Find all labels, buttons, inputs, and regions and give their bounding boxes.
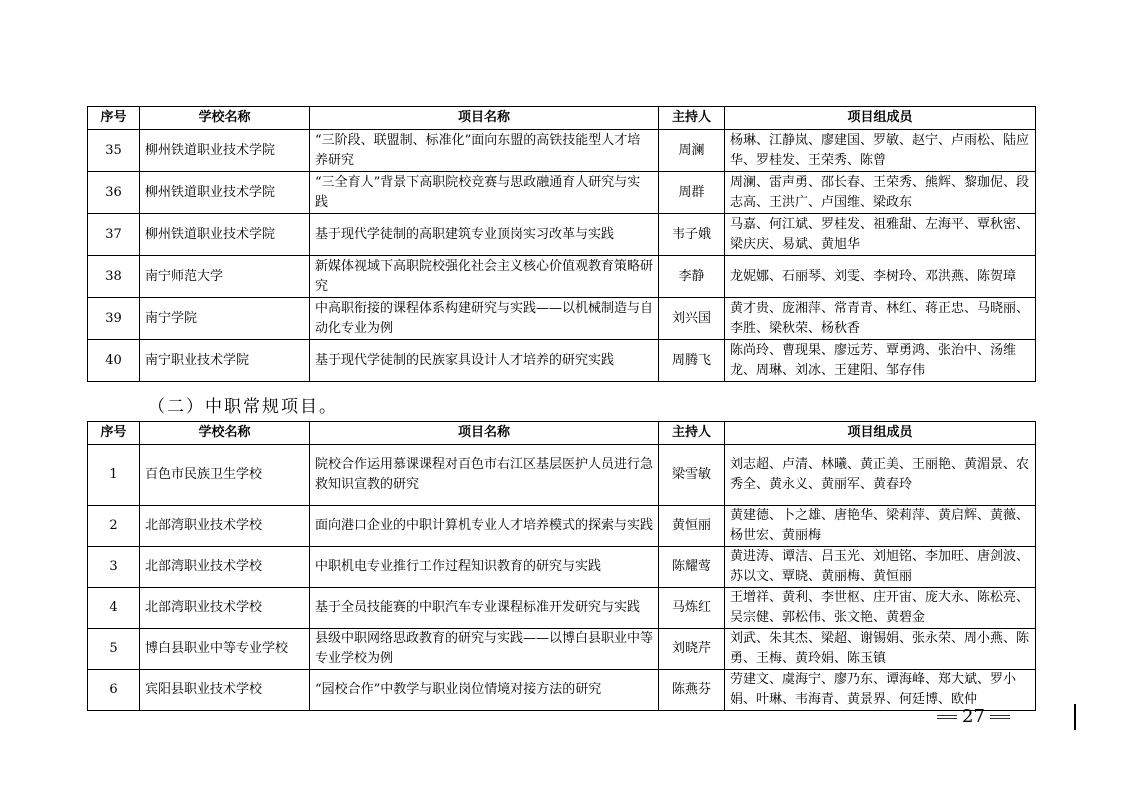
header-members: 项目组成员 — [725, 107, 1036, 130]
table-row — [88, 172, 1036, 214]
table-row — [88, 629, 1036, 670]
row-project: “三全育人”背景下高职院校竞赛与思政融通育人研究与实践 — [310, 172, 659, 214]
row-school: 百色市民族卫生学校 — [140, 445, 310, 506]
row-school: 北部湾职业技术学校 — [140, 588, 310, 629]
row-members: 龙妮娜、石丽琴、刘雯、李树玲、邓洪燕、陈贺璋 — [725, 256, 1036, 298]
row-school: 北部湾职业技术学校 — [140, 506, 310, 547]
header-members: 项目组成员 — [725, 422, 1036, 445]
row-index: 38 — [88, 256, 140, 298]
row-members: 周澜、雷声勇、邵长春、王荣秀、熊辉、黎珈伲、段志高、王洪广、卢国维、梁政东 — [725, 172, 1036, 214]
projects-table-higher-vocational — [87, 106, 1036, 382]
row-host: 周澜 — [659, 130, 725, 172]
row-members: 黄进涛、谭洁、吕玉光、刘旭铭、李加旺、唐剑波、苏以文、覃晓、黄丽梅、黄恒丽 — [725, 547, 1036, 588]
row-school: 宾阳县职业技术学校 — [140, 670, 310, 711]
row-index: 3 — [88, 547, 140, 588]
row-school: 博白县职业中等专业学校 — [140, 629, 310, 670]
row-host: 李静 — [659, 256, 725, 298]
row-school: 柳州铁道职业技术学院 — [140, 172, 310, 214]
header-project: 项目名称 — [310, 107, 659, 130]
table-row — [88, 445, 1036, 506]
footer-dash-left — [937, 715, 957, 719]
row-index: 40 — [88, 340, 140, 382]
row-project: 中高职衔接的课程体系构建研究与实践——以机械制造与自动化专业为例 — [310, 298, 659, 340]
row-school: 柳州铁道职业技术学院 — [140, 214, 310, 256]
projects-table-secondary-vocational — [87, 421, 1036, 711]
row-project: 基于现代学徒制的民族家具设计人才培养的研究实践 — [310, 340, 659, 382]
row-index: 1 — [88, 445, 140, 506]
row-host: 梁雪敏 — [659, 445, 725, 506]
table-row — [88, 298, 1036, 340]
row-school: 北部湾职业技术学校 — [140, 547, 310, 588]
page-number: 27 — [962, 706, 985, 727]
row-index: 5 — [88, 629, 140, 670]
row-host: 周群 — [659, 172, 725, 214]
margin-rule — [1074, 704, 1076, 730]
row-index: 37 — [88, 214, 140, 256]
row-project: 基于全员技能赛的中职汽车专业课程标准开发研究与实践 — [310, 588, 659, 629]
table-row — [88, 670, 1036, 711]
header-host: 主持人 — [659, 422, 725, 445]
row-index: 36 — [88, 172, 140, 214]
row-host: 陈燕芬 — [659, 670, 725, 711]
row-members: 黄建德、卜之雄、唐艳华、梁莉萍、黄启辉、黄薇、杨世宏、黄丽梅 — [725, 506, 1036, 547]
table-row — [88, 130, 1036, 172]
row-host: 黄恒丽 — [659, 506, 725, 547]
header-host: 主持人 — [659, 107, 725, 130]
row-host: 刘晓芹 — [659, 629, 725, 670]
row-index: 2 — [88, 506, 140, 547]
row-members: 马嘉、何江斌、罗桂发、祖雅甜、左海平、覃秋密、梁庆庆、易斌、黄旭华 — [725, 214, 1036, 256]
row-members: 王增祥、黄利、李世枢、庄开宙、庞大永、陈松亮、吴宗健、郭松伟、张文艳、黄碧金 — [725, 588, 1036, 629]
page-footer — [932, 706, 1015, 727]
footer-dash-right — [990, 715, 1010, 719]
row-school: 南宁学院 — [140, 298, 310, 340]
header-index: 序号 — [88, 107, 140, 130]
header-project: 项目名称 — [310, 422, 659, 445]
table-row — [88, 256, 1036, 298]
table-header-row — [88, 107, 1036, 130]
row-project: 面向港口企业的中职计算机专业人才培养模式的探索与实践 — [310, 506, 659, 547]
row-host: 陈耀莺 — [659, 547, 725, 588]
header-school: 学校名称 — [140, 107, 310, 130]
row-project: 院校合作运用慕课课程对百色市右江区基层医护人员进行急救知识宣教的研究 — [310, 445, 659, 506]
row-members: 刘武、朱其杰、梁超、谢锡娟、张永荣、周小燕、陈勇、王梅、黄玲娟、陈玉镇 — [725, 629, 1036, 670]
row-project: “三阶段、联盟制、标准化”面向东盟的高铁技能型人才培养研究 — [310, 130, 659, 172]
row-members: 黄才贵、庞湘萍、常青青、林红、蒋正忠、马晓丽、李胜、梁秋荣、杨秋香 — [725, 298, 1036, 340]
table-header-row — [88, 422, 1036, 445]
table-row — [88, 214, 1036, 256]
header-school: 学校名称 — [140, 422, 310, 445]
row-members: 刘志超、卢清、林曦、黄正美、王丽艳、黄湄景、农秀全、黄永义、黄丽军、黄春玲 — [725, 445, 1036, 506]
row-index: 6 — [88, 670, 140, 711]
row-project: 新媒体视域下高职院校强化社会主义核心价值观教育策略研究 — [310, 256, 659, 298]
table-row — [88, 340, 1036, 382]
row-project: 中职机电专业推行工作过程知识教育的研究与实践 — [310, 547, 659, 588]
row-school: 南宁职业技术学院 — [140, 340, 310, 382]
row-school: 柳州铁道职业技术学院 — [140, 130, 310, 172]
row-school: 南宁师范大学 — [140, 256, 310, 298]
row-members: 杨琳、江静岚、廖建国、罗敏、赵宁、卢雨松、陆应华、罗桂发、王荣秀、陈曾 — [725, 130, 1036, 172]
row-index: 35 — [88, 130, 140, 172]
row-project: “园校合作”中教学与职业岗位情境对接方法的研究 — [310, 670, 659, 711]
table-row — [88, 547, 1036, 588]
section-heading: （二）中职常规项目。 — [148, 397, 338, 417]
row-project: 基于现代学徒制的高职建筑专业顶岗实习改革与实践 — [310, 214, 659, 256]
row-members: 劳建文、虞海宁、廖乃东、谭海峰、郑大斌、罗小娟、叶琳、韦海青、黄景界、何廷博、欧仲 — [725, 670, 1036, 711]
row-host: 周腾飞 — [659, 340, 725, 382]
row-project: 县级中职网络思政教育的研究与实践——以博白县职业中等专业学校为例 — [310, 629, 659, 670]
row-host: 刘兴国 — [659, 298, 725, 340]
row-index: 4 — [88, 588, 140, 629]
table-row — [88, 588, 1036, 629]
table-row — [88, 506, 1036, 547]
row-index: 39 — [88, 298, 140, 340]
row-host: 马炼红 — [659, 588, 725, 629]
row-host: 韦子娥 — [659, 214, 725, 256]
header-index: 序号 — [88, 422, 140, 445]
row-members: 陈尚玲、曹现果、廖远芳、覃勇鸿、张治中、汤维龙、周琳、刘冰、王建阳、邹存伟 — [725, 340, 1036, 382]
